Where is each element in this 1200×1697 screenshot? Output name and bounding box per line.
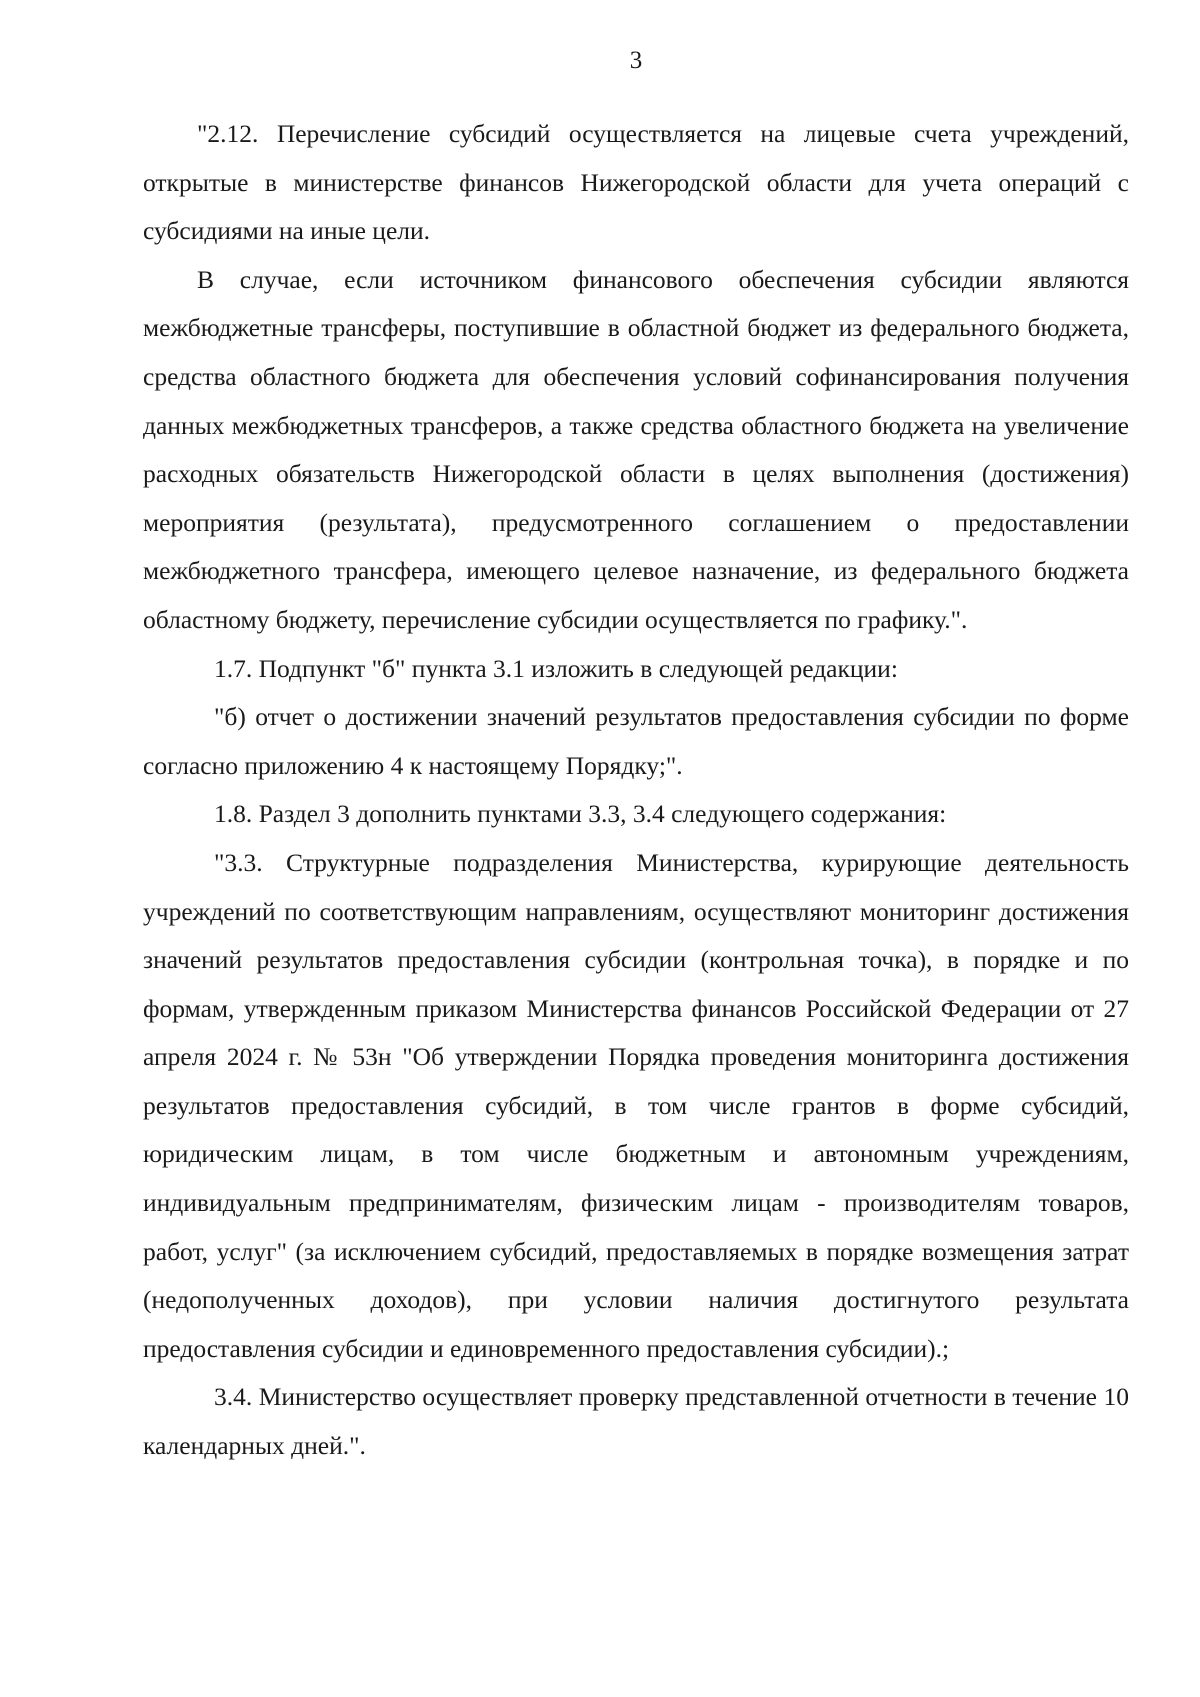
paragraph-3-3: "3.3. Структурные подразделения Министерства, курирующие деятельность учреждений по соответствующим направлениям, осуществляют мониторинг достижения значений результатов предоставления субсидии (контрольная точка), в порядке и по формам, утвержденным приказом Министерства финансов Российской Федерации от 27 апреля 2024 г. № 53н "Об утверждении Порядка проведения мониторинга достижения результатов предоставления субсидий, в том числе грантов в форме субсидий, юридическим лицам, в том числе бюджетным и автономным учреждениям, индивидуальным предпринимателям, физическим лицам - производителям товаров, работ, услуг" (за исключением субсидий, предоставляемых в порядке возмещения затрат (недополученных доходов), при условии наличия достигнутого результата предоставления субсидии и единовременного предоставления субсидии).; <box>143 847 1129 1363</box>
paragraph-1-7: 1.7. Подпункт "б" пункта 3.1 изложить в следующей редакции: <box>214 653 898 683</box>
paragraph-1-8: 1.8. Раздел 3 дополнить пунктами 3.3, 3.4 следующего содержания: <box>214 799 947 829</box>
paragraph-subitem-b: "б) отчет о достижении значений результатов предоставления субсидии по форме согласно приложению 4 к настоящему Порядку;". <box>143 702 1129 780</box>
document-body <box>143 110 1129 1471</box>
paragraph-2-12: "2.12. Перечисление субсидий осуществляется на лицевые счета учреждений, открытые в министерстве финансов Нижегородской области для учета операций с субсидиями на иные цели. <box>143 119 1129 246</box>
paragraph-interbudget-transfers: В случае, если источником финансового обеспечения субсидии являются межбюджетные трансферы, поступившие в областной бюджет из федерального бюджета, средства областного бюджета для обеспечения условий софинансирования получения данных межбюджетных трансферов, а также средства областного бюджета на увеличение расходных обязательств Нижегородской области в целях выполнения (достижения) мероприятия (результата), предусмотренного соглашением о предоставлении межбюджетного трансфера, имеющего целевое назначение, из федерального бюджета областному бюджету, перечисление субсидии осуществляется по графику.". <box>143 264 1129 634</box>
paragraph-3-4: 3.4. Министерство осуществляет проверку представленной отчетности в течение 10 календарных дней.". <box>143 1382 1129 1461</box>
page-number: 3 <box>629 47 643 74</box>
